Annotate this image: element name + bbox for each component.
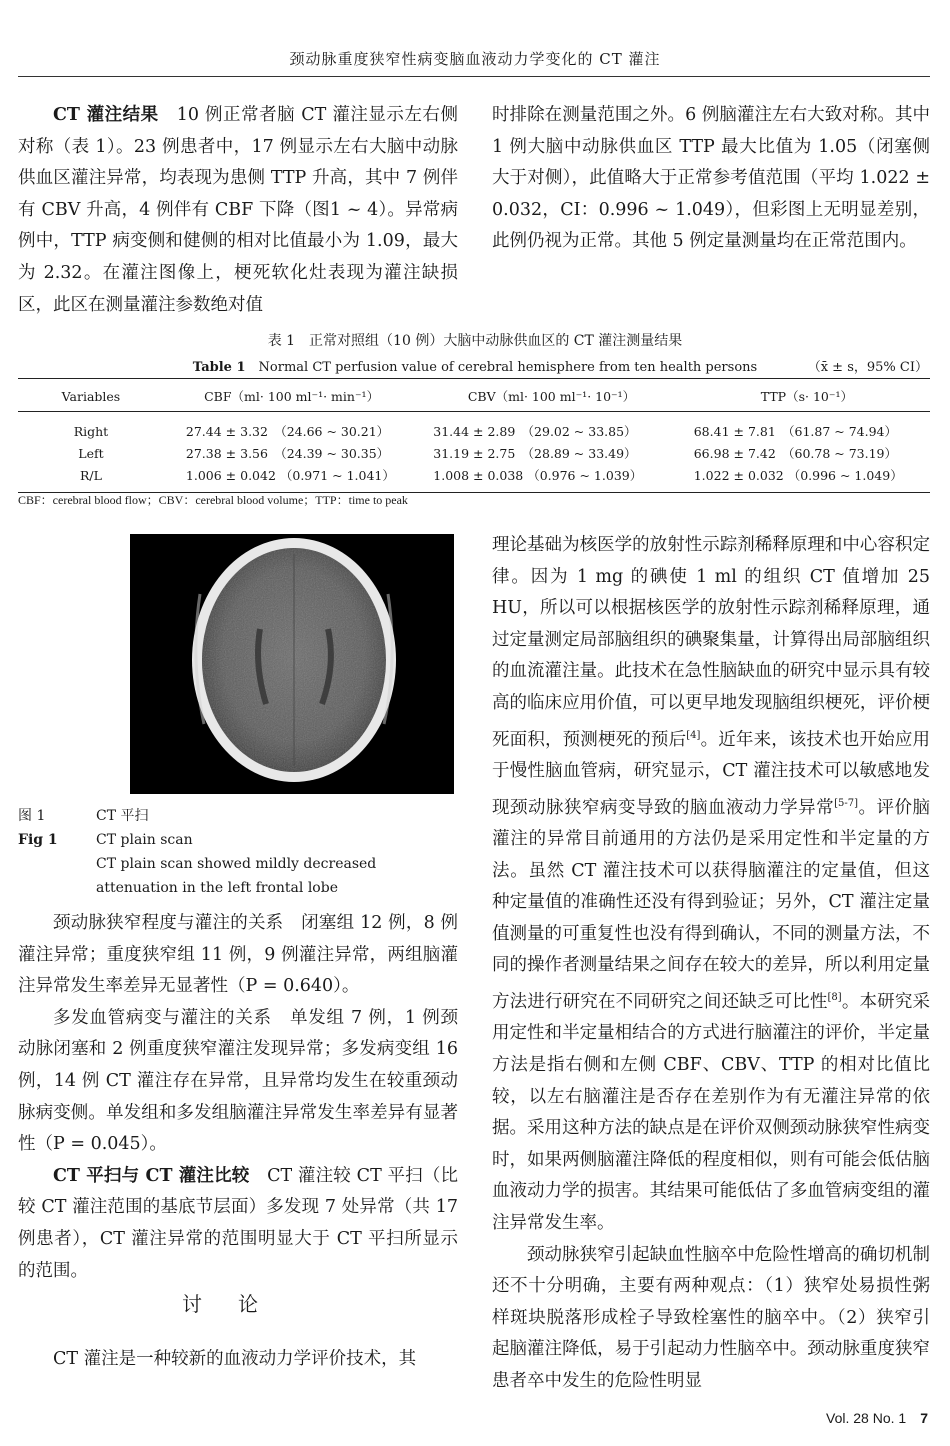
table-caption-cn: 表 1 正常对照组（10 例）大脑中动脉供血区的 CT 灌注测量结果 bbox=[267, 333, 683, 349]
header-cbf: CBF（ml· 100 ml⁻¹· min⁻¹） bbox=[164, 379, 419, 412]
perfusion-table bbox=[18, 378, 930, 493]
results-heading: CT 灌注结果 bbox=[53, 105, 159, 125]
row-ttp: 68.41 ± 7.81 （61.87 ~ 74.94） bbox=[693, 424, 898, 439]
discussion-paragraph: CT 灌注是一种较新的血液动力学评价技术，其 bbox=[53, 1349, 417, 1369]
table-row bbox=[18, 412, 930, 443]
multivessel-paragraph bbox=[18, 1003, 458, 1161]
ct-scan-svg bbox=[130, 534, 454, 794]
ct-scan-image bbox=[130, 534, 454, 794]
left-top-column bbox=[18, 100, 458, 321]
right-bottom-column bbox=[492, 530, 930, 1398]
multivessel-heading: 多发血管病变与灌注的关系 bbox=[53, 1007, 272, 1028]
row-cbv: 31.19 ± 2.75 （28.89 ~ 33.49） bbox=[433, 446, 637, 461]
table-row bbox=[18, 442, 930, 464]
figure-label-en: Fig 1 bbox=[18, 832, 58, 848]
row-variable: R/L bbox=[18, 464, 164, 493]
row-cbv: 1.008 ± 0.038 （0.976 ~ 1.039） bbox=[419, 464, 683, 493]
page-number: 7 bbox=[920, 1410, 928, 1426]
left-bottom-column bbox=[18, 908, 458, 1287]
header-variables: Variables bbox=[18, 379, 164, 412]
discussion-text-a: 理论基础为核医学的放射性示踪剂稀释原理和中心容积定律。因为 1 mg 的碘使 1 ml 的组织 CT 值增加 25 HU，所以可以根据核医学的放射性示踪剂稀释原理，通过定量测定局部脑组织的碘聚集量，计算得出局部脑组织的血流灌注量。此技术在急性脑缺血的研究中显示具有较高的临床应用价值，可以更早地发现脑组织梗死，评价梗死面积，预测梗死的预后 bbox=[492, 535, 930, 750]
row-cbf: 1.006 ± 0.042 （0.971 ~ 1.041） bbox=[164, 464, 419, 493]
figure-title-en: CT plain scan bbox=[96, 832, 193, 848]
results-text: 10 例正常者脑 CT 灌注显示左右侧对称（表 1）。23 例患者中，17 例显示左右大脑中动脉供血区灌注异常，均表现为患侧 TTP 升高，其中 7 例伴有 CBV 升高，4 例伴有 CBF 下降（图1 ~ 4）。异常病例中，TTP 病变侧和健侧的相对比值最小为 1.09，最大为 2.32。在灌注图像上，梗死软化灶表现为灌注缺损区，此区在测量灌注参数绝对值 bbox=[18, 105, 459, 315]
header-rule bbox=[18, 76, 930, 77]
discussion-start bbox=[18, 1344, 458, 1376]
running-head: 颈动脉重度狭窄性病变脑血液动力学变化的 CT 灌注 bbox=[289, 50, 661, 68]
header-ttp: TTP（s· 10⁻¹） bbox=[684, 379, 930, 412]
figure-title-cn: CT 平扫 bbox=[96, 808, 149, 824]
table-row bbox=[18, 464, 930, 493]
multivessel-text: 单发组 7 例，1 例颈动脉闭塞和 2 例重度狭窄灌注发现异常；多发病变组 16 例，14 例 CT 灌注存在异常，且异常均发生在较重颈动脉病变侧。单发组和多发组脑灌注异常发生率差异有显著性（P = 0.045）。 bbox=[18, 1007, 458, 1155]
header-cbv: CBV（ml· 100 ml⁻¹· 10⁻¹） bbox=[419, 379, 683, 412]
figure-caption bbox=[18, 804, 458, 900]
discussion-heading: 讨论 bbox=[182, 1292, 294, 1316]
row-variable: Right bbox=[73, 423, 109, 439]
results-paragraph bbox=[18, 100, 458, 321]
mechanism-paragraph: 颈动脉狭窄引起缺血性脑卒中危险性增高的确切机制还不十分明确，主要有两种观点：（1）狭窄处易损性粥样斑块脱落形成栓子导致栓塞性的脑卒中。（2）狭窄引起脑灌注降低，易于引起动力性脑卒中。颈动脉重度狭窄患者卒中发生的危险性明显 bbox=[492, 1244, 930, 1391]
row-variable: Left bbox=[78, 445, 104, 461]
stenosis-heading: 颈动脉狭窄程度与灌注的关系 bbox=[53, 913, 284, 933]
table-label: Table 1 bbox=[192, 360, 246, 375]
volume-info: Vol. 28 No. 1 bbox=[826, 1410, 907, 1426]
comparison-heading: CT 平扫与 CT 灌注比较 bbox=[53, 1165, 250, 1186]
stenosis-text: 闭塞组 12 例，8 例灌注异常；重度狭窄组 11 例，9 例灌注异常，两组脑灌注异常发生率差异无显著性（P = 0.640）。 bbox=[18, 913, 459, 997]
figure-label-cn: 图 1 bbox=[18, 808, 46, 824]
figure-description: CT plain scan showed mildly decreased attenuation in the left frontal lobe bbox=[96, 856, 377, 896]
reference-5-7: [5-7] bbox=[834, 797, 858, 809]
figure-caption-en bbox=[18, 828, 458, 852]
discussion-continued bbox=[492, 530, 930, 1240]
reference-4: [4] bbox=[686, 729, 701, 741]
row-ttp: 1.022 ± 0.032 （0.996 ~ 1.049） bbox=[684, 464, 930, 493]
table-footnote: CBF：cerebral blood flow；CBV：cerebral blood volume；TTP：time to peak bbox=[18, 493, 408, 507]
row-ttp: 66.98 ± 7.42 （60.78 ~ 73.19） bbox=[693, 446, 898, 461]
comparison-paragraph bbox=[18, 1161, 458, 1287]
comparison-text: CT 灌注较 CT 平扫（比较 CT 灌注范围的基底节层面）多发现 7 处异常（共 17 例患者），CT 灌注异常的范围明显大于 CT 平扫所显示的范围。 bbox=[18, 1165, 459, 1281]
discussion-text-b: 。近年来，该技术也开始应用于慢性脑血管病，研究显示，CT 灌注技术可以敏感地发现颈动脉狭窄病变导致的脑血液动力学异常 bbox=[492, 729, 931, 818]
stenosis-paragraph bbox=[18, 908, 458, 1003]
page-footer bbox=[826, 1410, 928, 1426]
table-stat-note: （x̄ ± s，95% CI） bbox=[807, 360, 928, 375]
right-top-column bbox=[492, 100, 930, 258]
figure-caption-cn bbox=[18, 804, 458, 828]
results-continued: 时排除在测量范围之外。6 例脑灌注左右大致对称。其中 1 例大脑中动脉供血区 TTP 最大比值为 1.05（闭塞侧大于对侧），此值略大于正常参考值范围（平均 1.022 ± 0.032，CI：0.996 ~ 1.049），但彩图上无明显差别，此例仍视为正常。其他 5 例定量测量均在正常范围内。 bbox=[492, 105, 930, 252]
discussion-text-c: 。评价脑灌注的异常目前通用的方法仍是采用定性和半定量的方法。虽然 CT 灌注技术可以获得脑灌注的定量值，但这种定量值的准确性还没有得到验证；另外，CT 灌注定量值测量的可重复性也没有得到确认，不同的测量方法，不同的操作者测量结果之间存在较大的差异，所以利用定量方法进行研究在不同研究之间还缺乏可比性 bbox=[492, 797, 931, 1012]
table-title-en: Normal CT perfusion value of cerebral hemisphere from ten health persons bbox=[258, 360, 758, 375]
discussion-text-d: 。本研究采用定性和半定量相结合的方式进行脑灌注的评价，半定量方法是指右侧和左侧 CBF、CBV、TTP 的相对比值比较，以左右脑灌注是否存在差别作为有无灌注异常的依据。采用这种方法的缺点是在评价双侧颈动脉狭窄性病变时，如果两侧脑灌注降低的程度相似，则有可能会低估脑血液动力学的损害。其结果可能低估了多血管病变组的灌注异常发生率。 bbox=[492, 991, 931, 1233]
reference-8: [8] bbox=[827, 991, 842, 1003]
row-cbv: 31.44 ± 2.89 （29.02 ~ 33.85） bbox=[433, 424, 637, 439]
row-cbf: 27.44 ± 3.32 （24.66 ~ 30.21） bbox=[185, 424, 390, 439]
row-cbf: 27.38 ± 3.56 （24.39 ~ 30.35） bbox=[185, 446, 390, 461]
